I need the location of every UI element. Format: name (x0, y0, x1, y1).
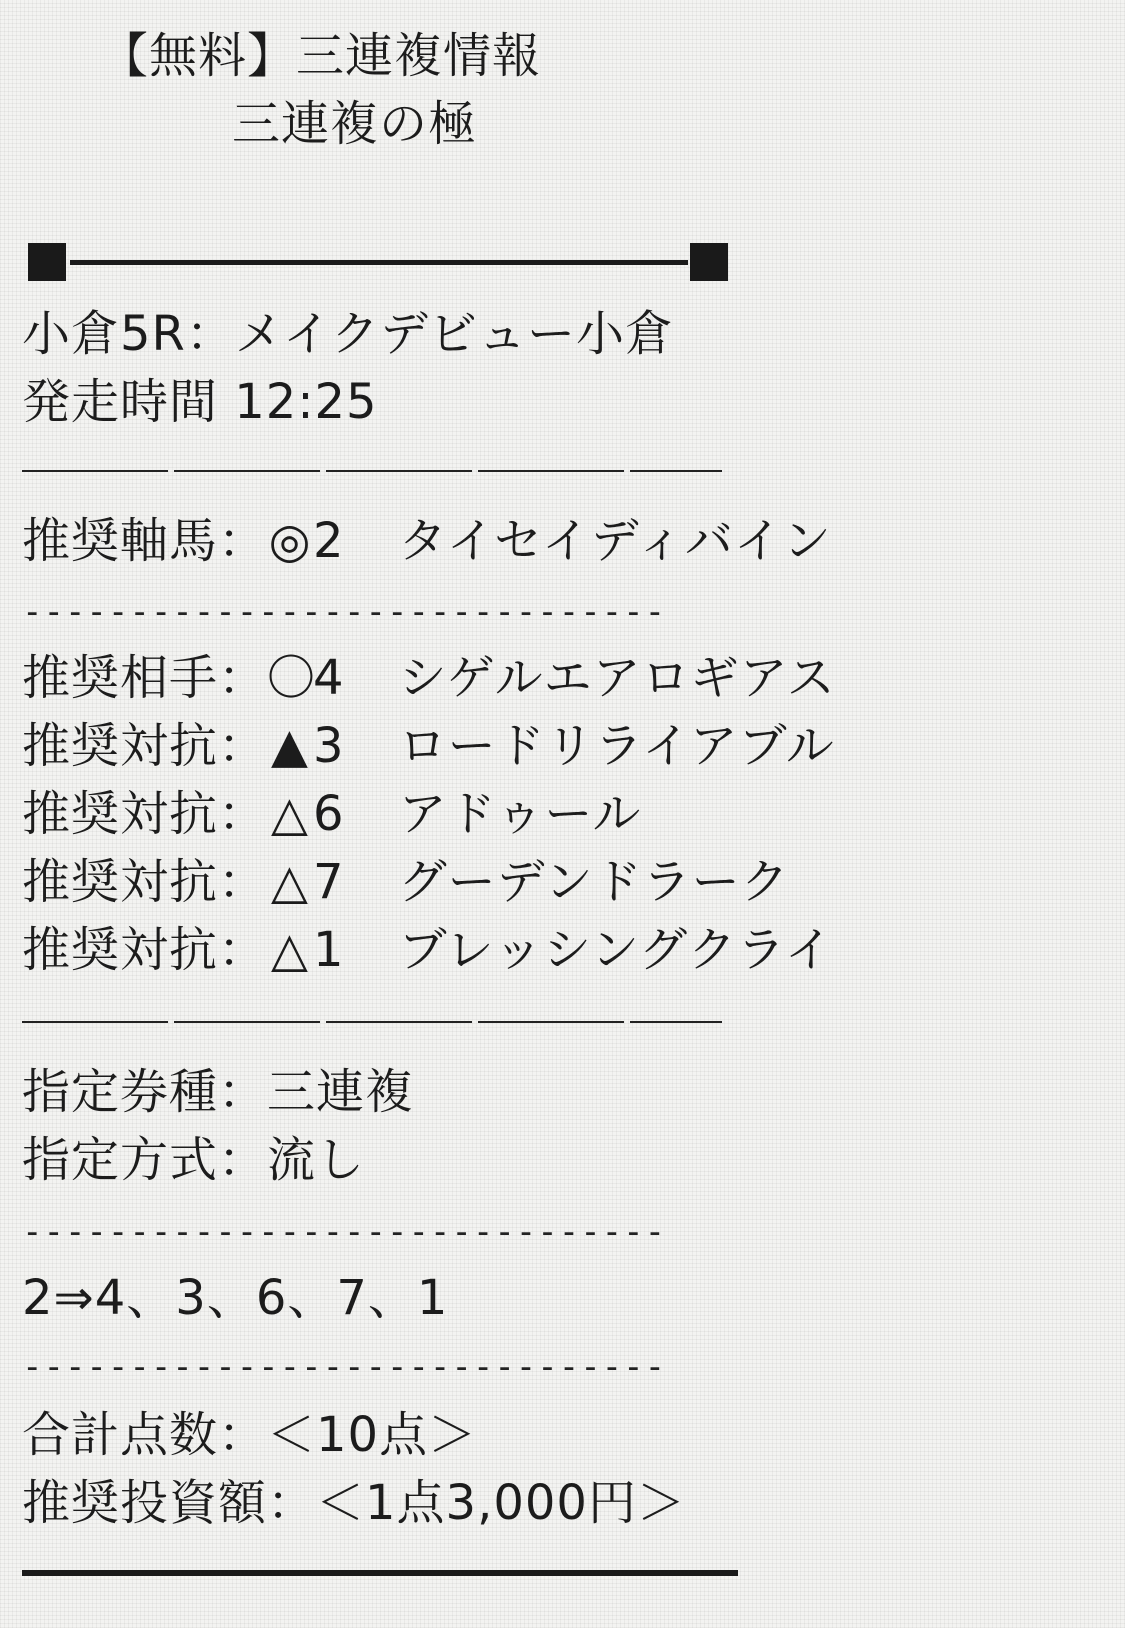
axis-horse-row (22, 511, 832, 571)
partner-row (22, 920, 834, 980)
partner-row (22, 716, 835, 776)
partner-row (22, 648, 836, 708)
bet-method: 指定方式：流し (22, 1132, 366, 1188)
page-subtitle: 三連複の極 (232, 96, 478, 152)
top-rule-left-square (28, 243, 66, 281)
partner-number: 3 (313, 718, 345, 774)
partner-row (22, 784, 641, 844)
partner-number: 4 (313, 650, 345, 706)
total-points: 合計点数：＜10点＞ (22, 1407, 478, 1463)
dash-divider: ------------------------------ (22, 592, 667, 632)
partner-label: 推奨対抗： (22, 922, 268, 978)
partner-label: 推奨対抗： (22, 718, 268, 774)
page-title: 【無料】三連複情報 (100, 28, 542, 84)
partner-row (22, 852, 790, 912)
bet-type: 指定券種：三連複 (22, 1064, 415, 1120)
bottom-rule (22, 1570, 738, 1576)
partner-label: 推奨対抗： (22, 786, 268, 842)
partner-mark: △ (271, 922, 309, 978)
partner-mark: 〇 (267, 650, 317, 706)
partner-horse-name: シゲルエアロギアス (398, 650, 836, 706)
partner-number: 6 (313, 786, 345, 842)
top-rule-right-square (690, 243, 728, 281)
partner-mark: ▲ (271, 718, 309, 774)
partner-number: 1 (313, 922, 345, 978)
partner-number: 7 (313, 854, 345, 910)
combination: 2⇒4、3、6、7、1 (22, 1270, 449, 1326)
divider-segmented (22, 1021, 712, 1023)
dash-divider: ------------------------------ (22, 1347, 667, 1387)
partner-horse-name: ロードリライアブル (398, 718, 835, 774)
dash-divider: ------------------------------ (22, 1212, 667, 1252)
partner-horse-name: アドゥール (398, 786, 642, 842)
partner-mark: △ (271, 854, 309, 910)
axis-mark: ◎ (268, 513, 312, 569)
axis-horse-name: タイセイディバイン (398, 513, 832, 569)
axis-number: 2 (313, 513, 345, 569)
partner-horse-name: ブレッシングクライ (398, 922, 834, 978)
top-rule (70, 260, 688, 265)
axis-label: 推奨軸馬： (22, 513, 268, 569)
start-time: 発走時間 12:25 (22, 374, 378, 430)
divider-segmented (22, 470, 712, 472)
partner-label: 推奨相手： (22, 650, 268, 706)
partner-label: 推奨対抗： (22, 854, 268, 910)
race-name: 小倉5R：メイクデビュー小倉 (22, 306, 674, 362)
investment-amount: 推奨投資額：＜1点3,000円＞ (22, 1475, 686, 1531)
partner-mark: △ (271, 786, 309, 842)
partner-horse-name: グーデンドラーク (398, 854, 790, 910)
